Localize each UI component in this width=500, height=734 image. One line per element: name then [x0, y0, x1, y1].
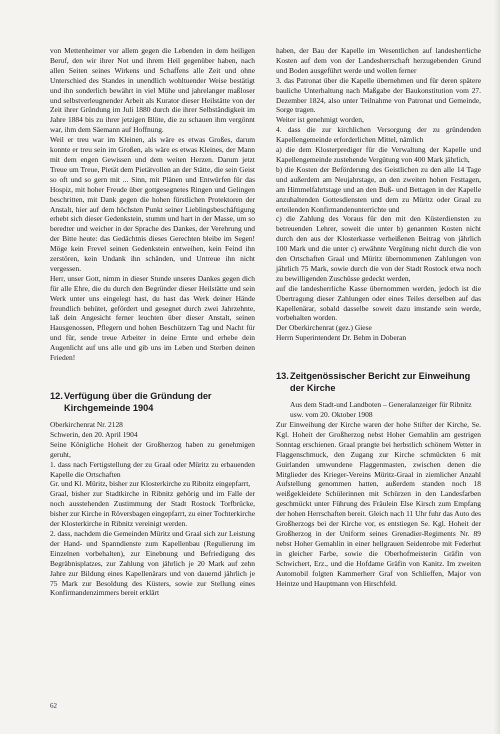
item-4b: b) die Kosten der Beförderung des Geistlichen zu den alle 14 Tage und außerdem am Neujahrstage, an den zweiten hohen Festtagen, am Himmelfahrtstage und an den Buß- und Bettagen in der Kapelle anzuhaltenden Gottesdiensten und dem zu Müritz oder Graal zu erteilenden Konfirmandenunterrichte und: [276, 164, 481, 214]
page-edge-shadow: [494, 0, 500, 734]
paragraph-prayer: Herr, unser Gott, nimm in dieser Stunde unseres Dankes gegen dich für alle Ehre, die du durch den Begründer dieser Heilstätte und sein Werk unter uns eingelegt hast, du hast das Werk deiner Hände freundlich behütet, gefördert und gesegnet durch zwei Jahrzehnte, laß dein Angesicht ferner leuchten über dieser Anstalt, seinen Hausgenossen, Pflegern und hohen Beschützern Tag und Nacht für und für, sende treue Arbeiter in deine Ernte und erhebe dein Augenlicht auf uns alle und gib uns im Leben und Sterben deinen Frieden!: [50, 273, 255, 363]
weiter-line: Weiter ist genehmigt worden,: [276, 115, 364, 125]
section-12-item-1c: Graal, bisher zur Stadtkirche in Ribnitz gehörig und im Falle der noch ausstehenden Zustimmung der Stadt Rostock Torfbrücke, bisher zur Kirche in Röversbagen eingepfarrt, zu einer Tochterkirche der Klosterkirche in Ribnitz vereinigt werden.: [50, 489, 255, 529]
left-column: [50, 46, 255, 598]
section-12-item-1: 1. dass nach Fertigstellung der zu Graal oder Müritz zu erbauenden Kapelle die Ortschaften: [50, 459, 255, 479]
section-13-source: Aus dem Stadt-und Landboten – Generalanzeiger für Ribnitz usw. vom 20. Oktober 1908: [290, 400, 472, 420]
section-12-place-date: Schwerin, den 20. April 1904: [50, 429, 138, 439]
recipient: Herrn Superintendent Dr. Behm in Doberan: [276, 333, 407, 343]
item-4a: a) die dem Klosterprediger für die Verwaltung der Kapelle und Kapellengemeinde zustehende Vergütung von 400 Mark jährlich,: [276, 145, 481, 164]
closing-paragraph: auf die landesherrliche Kasse übernommen werden, jedoch ist die Übertragung dieser Zahlungen oder eines Teiles derselben auf das Kapellenärar, sobald dasselbe soweit dazu imstande sein werde, vorbehalten worden.: [276, 283, 481, 323]
section-12-item-2: 2. dass, nachdem die Gemeinden Müritz und Graal sich zur Leistung der Hand- und Spanndienste zum Kapellenbau (Regulierung im Einzelnen vorbehalten), zur Einebnung und Befriedigung des Begräbnisplatzes, zur Zahlung von jährlich je 20 Mark auf zehn Jahre zur Bildung eines Kapellenärars und von dauernd jährlich je 75 Mark zur Besoldung des Küsters, sowie zur Stellung eines Konfirmandenzimmers bereit erklärt: [50, 528, 255, 598]
paragraph-treue: Weil er treu war im Kleinen, als wäre es etwas Großes, darum konnte er treu sein im Großen, als wäre es etwas Kleines, der Mann mit dem engen Gewissen und dem weiten Herzen. Darum jetzt Treue um Treue, Pietät dem Pietätvollen an der Stätte, die sein Geist so oft und so gern mit ... Sinn, mit Plänen und Entwürfen für das Hospiz, mit hoher Freude über gottgesegnetes Ringen und Gelingen beschritten, mit Dank gegen die hohen fürstlichen Protektoren der Anstalt, hier auf dem höchsten Punkt seiner Lieblingsbeschäftigung erhebt sich dieser Gedenkstein, stumm und hart in der Masse, um so beredter und weicher in der Sprache des Dankes, der Verehrung und der Bitte heute: das Gedächtnis dieses Gerechten bleibe im Segen! Möge kein Frevel seinen Gedenkstein entweihen, kein Feind ihn zerstören, kein Undank ihn schänden, und Untreue ihn nicht vergessen.: [50, 135, 255, 273]
page-number: 62: [50, 702, 57, 710]
item-4c: c) die Zahlung des Voraus für den mit den Küsterdiensten zu betreuenden Lehrer, soweit die unter b) genannten Kosten nicht durch den aus der Klosterkasse verheißenen Beitrag von jährlich 100 Mark und die unter c) erwähnte Vergütung nicht durch die von den Ortschaften Graal und Müritz übernommenen Zahlungen von jährlich 75 Mark, sowie durch die von der Stadt Rostock etwa noch zu bewilligenden Zuschüsse gedeckt werden,: [276, 214, 481, 283]
section-12-sender: Oberkirchenrat Nr. 2128: [50, 420, 123, 429]
item-3: 3. das Patronat über die Kapelle übernehmen und für deren spätere bauliche Unterhaltung nach Maßgabe der Baukonstitution vom 27. Dezember 1824, also unter Teilnahme von Patronat und Gemeinde, Sorge tragen.: [276, 75, 481, 115]
signature: Der Oberkirchenrat (gez.) Giese: [276, 323, 372, 333]
section-13-number: 13.: [276, 371, 289, 382]
section-13-body: Zur Einweihung der Kirche waren der hohe Stifter der Kirche, Se. Kgl. Hoheit der Großherzog nebst Hoher Gemahlin am gestrigen Sonntag erschienen. Graal prangte bei herbstlich schönem Wetter in Flaggenschmuck, den Zugang zur Kirche schmückten 6 mit Guirlanden umwundene Flaggenmasten, zwischen denen die Mitglieder des Krieger-Vereins Müritz-Graal in ziemlicher Anzahl Aufstellung genommen hatten, außerdem standen noch 18 weißgekleidete Schülerinnen mit Schürzen in den Landesfarben geschmückt unter Führung des Fräulein Else Kirsch zum Empfang der hohen Herrschaften bereit. Gleich nach 11 Uhr fuhr das Auto des Großherzogs bei der Kirche vor, es entstiegen Se. Kgl. Hoheit der Großherzog in der Uniform seines Grenadier-Regiments Nr. 89 nebst Hoher Gemahlin in einer hellgrauen Seidenrobe mit Federhut in gleicher Farbe, sowie die Oberhofmeisterin Gräfin von Schwichert, Erz., und die Hofdame Gräfin von Kanitz. Im zweiten Automobil folgten Kammerherr Graf von Schlieffen, Major von Heintze und Hauptmann von Hirschfeld.: [276, 420, 481, 588]
section-12-number: 12.: [50, 391, 63, 401]
right-column: [276, 46, 481, 588]
section-12-heading: 12.Verfügung über die Gründung der Kirchgemeinde 1904: [50, 391, 212, 413]
item-4: 4. dass die zur kirchlichen Versorgung der zu gründenden Kapellengemeinde erforderlichen Mittel, nämlich: [276, 125, 481, 145]
paragraph-continuation: von Mettenheimer vor allem gegen die Lebenden in dem heiligen Beruf, den wir ihrer Not und ihrem Heil gegenüber haben, nach allen Seiten seines Wirkens und Schaffens alle Zeit und ohne Unterschied des Standes in unendlich wohltuender Weise bestätigt und ihn sonderlich bewährt in viel Mühe und jahrelanger maßloser und selbstverleugnender Arbeit als Kurator dieser Heilstätte von der Zeit ihrer Gründung im Juli 1880 durch die ihrer Selbständigkeit im Jahre 1884 bis zu ihrer jetzigen Blüte, die zu schauen ihm vergönnt war, ihm dem Säemann auf Hoffnung.: [50, 46, 255, 135]
section-12-intro: Seine Königliche Hoheit der Großherzog haben zu genehmigen geruht,: [50, 439, 255, 459]
paragraph-continuation-right: haben, der Bau der Kapelle im Wesentlichen auf landesherrliche Kosten auf dem von der Landesherrschaft herzugebenden Grund und Boden ausgeführt werde und wollen ferner: [276, 46, 481, 75]
section-13-heading: 13.Zeitgenössischer Bericht zur Einweihung der Kirche: [276, 371, 471, 393]
section-12-item-1b: Gr. und Kl. Müritz, bisher zur Klosterkirche zu Ribnitz eingepfarrt,: [50, 479, 251, 489]
